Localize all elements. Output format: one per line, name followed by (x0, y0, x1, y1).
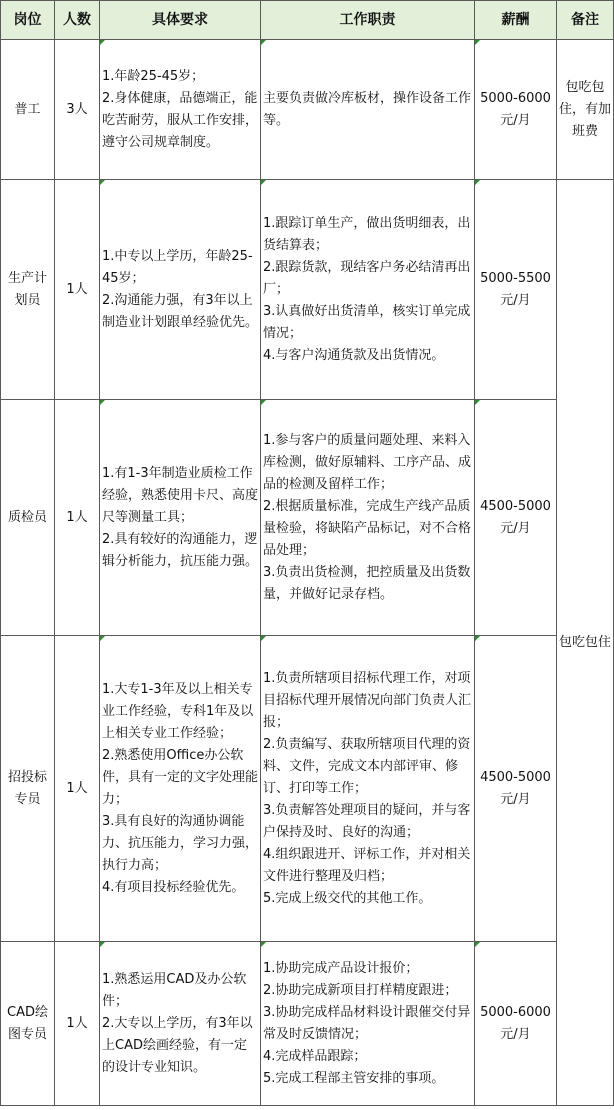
count-cell: 3人 (55, 40, 100, 180)
requirement-line: 1.中专以上学历，年龄25-45岁； (102, 248, 253, 286)
duty-line: 1.参与客户的质量问题处理、来料入库检测，做好原辅料、工序产品、成品的检测及留样工作； (263, 432, 472, 492)
header-position: 岗位 (1, 1, 55, 40)
header-salary: 薪酬 (475, 1, 557, 40)
duty-line: 3.协助完成样品材料设计跟催交付异常及时反馈情况； (263, 1004, 471, 1042)
salary-cell: 5000-6000元/月 (475, 40, 557, 180)
salary-cell: 5000-6000元/月 (475, 942, 557, 1106)
remark-cell: 包吃包住，有加班费 (557, 40, 614, 180)
duty-line: 2.跟踪货款，现结客户务必结清再出厂； (263, 259, 471, 297)
requirement-line: 2.熟悉使用Office办公软件，具有一定的文字处理能力； (102, 747, 259, 807)
duty-line: 1.负责所辖项目招标代理工作，对项目招标代理开展情况向部门负责人汇报； (263, 670, 472, 730)
duty-line: 1.跟踪订单生产，做出货明细表，出货结算表； (263, 215, 471, 253)
requirements-cell (100, 180, 261, 400)
requirement-line: 4.有项目投标经验优先。 (102, 879, 245, 895)
position-cell: CAD绘图专员 (1, 942, 55, 1106)
duty-line: 2.协助完成新项目打样精度跟进； (263, 982, 458, 998)
requirement-line: 2.身体健康，品德端正，能吃苦耐劳，服从工作安排，遵守公司规章制度。 (102, 90, 259, 150)
position-cell: 生产计划员 (1, 180, 55, 400)
duty-line: 5.完成工程部主管安排的事项。 (263, 1070, 445, 1086)
requirement-line: 2.沟通能力强，有3年以上制造业计划跟单经验优先。 (102, 292, 259, 330)
header-requirements: 具体要求 (100, 1, 261, 40)
requirement-line: 2.大专以上学历，有3年以上CAD绘画经验，有一定的设计专业知识。 (102, 1015, 253, 1075)
table-row (1, 942, 614, 1106)
duty-line: 4.完成样品跟踪； (263, 1048, 367, 1064)
table-row (1, 400, 614, 636)
duty-line: 4.组织跟进开、评标工作，并对相关文件进行整理及归档； (263, 846, 471, 884)
salary-cell: 4500-5000元/月 (475, 400, 557, 636)
table-header-row (1, 1, 614, 40)
count-cell: 1人 (55, 400, 100, 636)
shared-remark-cell: 包吃包住 (557, 180, 614, 1106)
duty-line: 4.与客户沟通货款及出货情况。 (263, 347, 445, 363)
requirements-cell (100, 942, 261, 1106)
requirements-cell (100, 40, 261, 180)
duties-cell (261, 636, 475, 942)
duties-cell (261, 40, 475, 180)
requirements-cell (100, 400, 261, 636)
table-row (1, 40, 614, 180)
table-row (1, 636, 614, 942)
duty-line: 1.协助完成产品设计报价； (263, 960, 419, 976)
requirements-cell (100, 636, 261, 942)
duty-line: 主要负责做冷库板材，操作设备工作等。 (263, 90, 472, 128)
duties-cell (261, 400, 475, 636)
duty-line: 2.负责编写、获取所辖项目代理的资料、文件，完成文本内部评审、修订、打印等工作； (263, 736, 471, 796)
requirement-line: 1.大专1-3年及以上相关专业工作经验，专科1年及以上相关专业工作经验； (102, 681, 254, 741)
position-cell: 质检员 (1, 400, 55, 636)
duty-line: 3.认真做好出货清单，核实订单完成情况； (263, 303, 471, 341)
requirement-line: 3.具有良好的沟通协调能力、抗压能力，学习力强，执行力高； (102, 813, 259, 873)
duty-line: 3.负责解答处理项目的疑问，并与客户保持及时、良好的沟通； (263, 802, 471, 840)
header-duties: 工作职责 (261, 1, 475, 40)
requirement-line: 2.具有较好的沟通能力，逻辑分析能力，抗压能力强。 (102, 531, 259, 569)
duty-line: 3.负责出货检测，把控质量及出货数量，并做好记录存档。 (263, 564, 471, 602)
header-count: 人数 (55, 1, 100, 40)
requirement-line: 1.熟悉运用CAD及办公软件； (102, 971, 247, 1009)
requirement-line: 1.有1-3年制造业质检工作经验，熟悉使用卡尺、高度尺等测量工具； (102, 465, 259, 525)
salary-cell: 4500-5000元/月 (475, 636, 557, 942)
requirement-line: 1.年龄25-45岁； (102, 68, 205, 84)
duty-line: 5.完成上级交代的其他工作。 (263, 890, 432, 906)
table-row (1, 180, 614, 400)
position-cell: 普工 (1, 40, 55, 180)
count-cell: 1人 (55, 180, 100, 400)
salary-cell: 5000-5500元/月 (475, 180, 557, 400)
duties-cell (261, 180, 475, 400)
duty-line: 2.根据质量标准，完成生产线产品质量检验，将缺陷产品标记，对不合格品处理； (263, 498, 472, 558)
count-cell: 1人 (55, 636, 100, 942)
count-cell: 1人 (55, 942, 100, 1106)
header-remark: 备注 (557, 1, 614, 40)
duties-cell (261, 942, 475, 1106)
position-cell: 招投标专员 (1, 636, 55, 942)
